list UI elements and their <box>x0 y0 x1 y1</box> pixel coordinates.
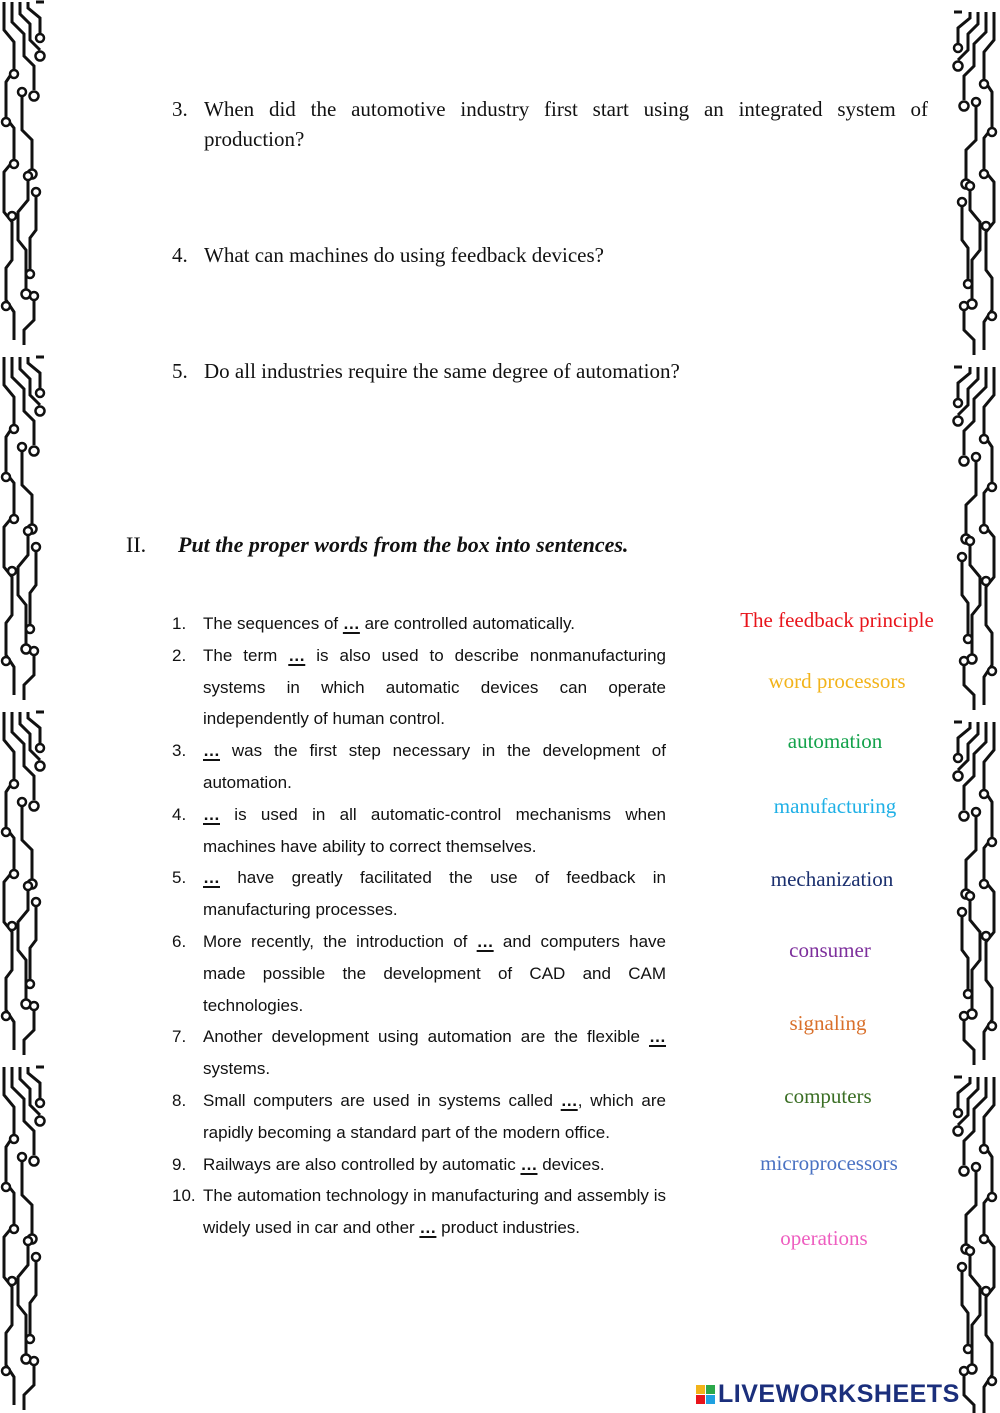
sentence-text: is used in all automatic-control mechanisms when machines have ability to correct themselves. <box>203 804 666 856</box>
blank-drop-target[interactable]: … <box>649 1027 666 1047</box>
blank-drop-target[interactable]: … <box>288 645 306 665</box>
word-bank-item[interactable]: computers <box>784 1084 872 1108</box>
sentence-text: is also used to describe nonmanufacturing systems in which automatic devices can operate independently of human control. <box>203 645 666 729</box>
sentence-text: and computers have made possible the development of CAD and CAM technologies. <box>203 931 666 1015</box>
word-bank-item[interactable]: microprocessors <box>760 1151 898 1175</box>
sentence-text: are controlled automatically. <box>359 614 575 633</box>
item-number: 3. <box>172 741 187 761</box>
sentence-item <box>172 926 666 1021</box>
logo-square <box>696 1385 705 1394</box>
item-number: 1. <box>172 614 187 633</box>
question-number: 3. <box>172 97 188 121</box>
sentence-text: Small computers are used in systems called <box>203 1090 561 1110</box>
blank-drop-target[interactable]: … <box>342 614 360 633</box>
liveworksheets-logo <box>696 1378 960 1410</box>
question-text: Do all industries require the same degree of automation? <box>204 359 680 383</box>
word-bank-item[interactable]: manufacturing <box>773 794 897 818</box>
item-number: 6. <box>172 931 187 951</box>
blank-drop-target[interactable]: … <box>419 1218 437 1238</box>
blank-drop-target[interactable]: … <box>203 804 220 824</box>
question-text: When did the automotive industry first start using an integrated system of production? <box>204 97 928 151</box>
item-number: 4. <box>172 804 187 824</box>
logo-square <box>706 1395 715 1404</box>
word-bank-item[interactable]: automation <box>787 729 883 753</box>
sentence-text: The automation technology in manufacturing and assembly is widely used in car and other <box>203 1186 666 1238</box>
item-number: 10. <box>172 1186 196 1206</box>
word-bank-item[interactable]: The feedback principle <box>740 608 934 632</box>
sentence-item <box>172 1180 666 1244</box>
word-bank-item[interactable]: operations <box>780 1226 868 1250</box>
sentence-text: systems. <box>203 1059 271 1079</box>
logo-wordmark: LIVEWORKSHEETS <box>718 1379 960 1408</box>
section-heading <box>126 532 628 558</box>
sentence-item <box>172 640 666 735</box>
blank-drop-target[interactable]: … <box>476 931 494 951</box>
question-number: 4. <box>172 243 188 267</box>
sentence-text: have greatly facilitated the use of feedback in manufacturing processes. <box>203 868 666 920</box>
circuit-border-right <box>952 0 998 1413</box>
sentence-item <box>172 1149 666 1181</box>
sentence-item <box>172 608 666 640</box>
section-number: II. <box>126 532 147 557</box>
logo-mark-icon <box>696 1385 715 1404</box>
sentence-text: Another development using automation are the flexible <box>203 1027 649 1047</box>
word-bank-item[interactable]: mechanization <box>770 867 894 891</box>
section-instruction: Put the proper words from the box into sentences. <box>178 532 629 557</box>
sentence-item <box>172 735 666 799</box>
sentence-item <box>172 1021 666 1085</box>
item-number: 2. <box>172 645 187 665</box>
logo-square <box>706 1385 715 1394</box>
circuit-border-left <box>0 0 46 1413</box>
question-4 <box>172 240 928 270</box>
sentence-text: The sequences of <box>203 614 343 633</box>
item-number: 7. <box>172 1027 187 1047</box>
blank-drop-target[interactable]: … <box>203 741 220 761</box>
sentence-text: More recently, the introduction of <box>203 931 477 951</box>
sentence-text: was the first step necessary in the development of automation. <box>203 741 666 792</box>
sentence-text: The term <box>203 645 289 665</box>
sentence-list <box>172 608 666 1244</box>
question-number: 5. <box>172 359 188 383</box>
sentence-text: Railways are also controlled by automatic <box>203 1154 521 1174</box>
question-5 <box>172 356 928 386</box>
blank-drop-target[interactable]: … <box>520 1154 538 1174</box>
blank-drop-target[interactable]: … <box>203 868 220 888</box>
sentence-item <box>172 799 666 863</box>
item-number: 8. <box>172 1090 187 1110</box>
question-3 <box>172 94 928 154</box>
word-bank-item[interactable]: word processors <box>768 669 906 693</box>
sentence-text: devices. <box>537 1154 605 1174</box>
logo-square <box>696 1395 705 1404</box>
blank-drop-target[interactable]: … <box>560 1090 578 1110</box>
item-number: 5. <box>172 868 187 888</box>
sentence-item <box>172 862 666 926</box>
word-bank-item[interactable]: consumer <box>789 938 871 962</box>
word-bank-item[interactable]: signaling <box>789 1011 867 1035</box>
sentence-text: product industries. <box>436 1218 581 1238</box>
question-text: What can machines do using feedback devices? <box>204 243 604 267</box>
item-number: 9. <box>172 1154 187 1174</box>
sentence-item <box>172 1085 666 1149</box>
sentence-text: , which are rapidly becoming a standard part of the modern office. <box>203 1090 667 1142</box>
